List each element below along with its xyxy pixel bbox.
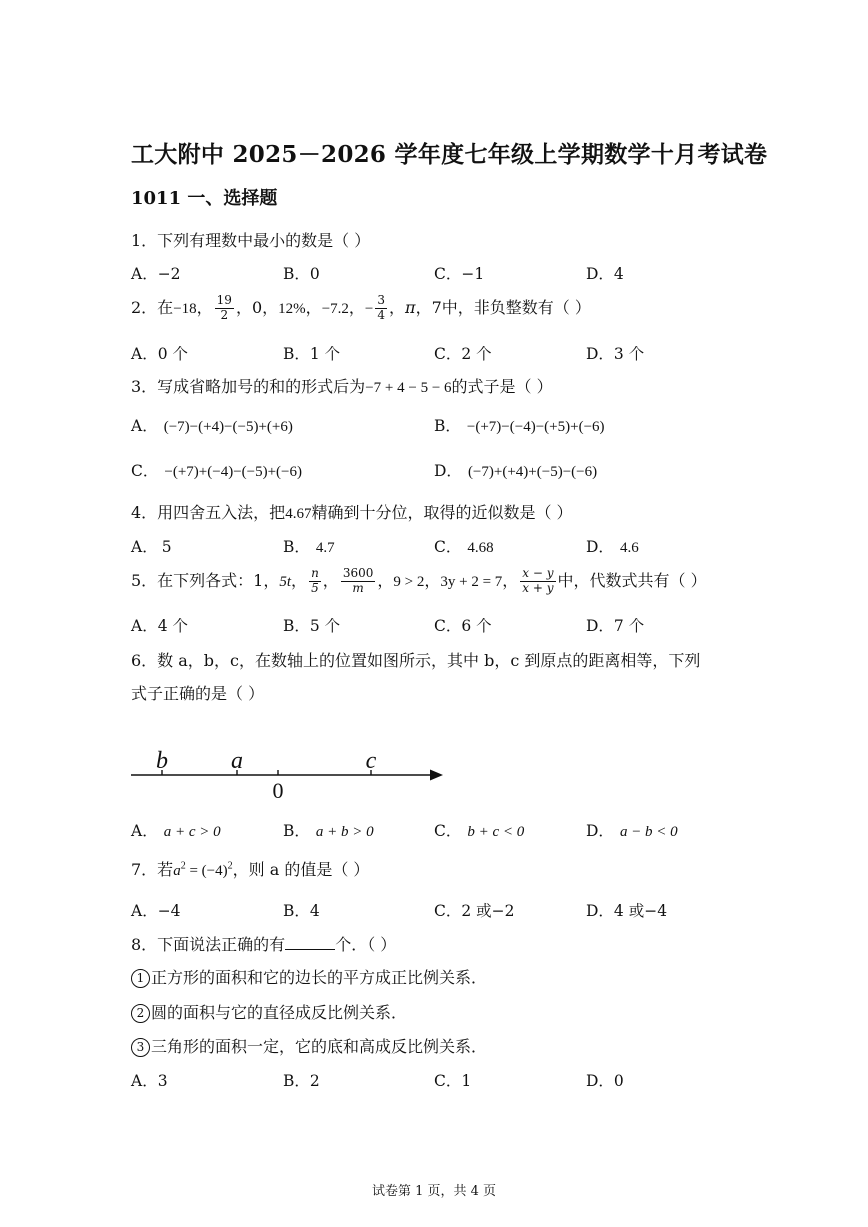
number-line-arrowhead: [430, 770, 443, 781]
q6-option-d[interactable]: D． a − b < 0: [586, 822, 678, 840]
label-origin: 0: [272, 778, 284, 803]
q8-statement-2: 2 圆的面积与它的直径成反比例关系．: [131, 1000, 407, 1023]
section-heading: 1011 一、选择题: [131, 188, 278, 209]
question-6-stem-line1: 6．数 a，b，c，在数轴上的位置如图所示，其中 b，c 到原点的距离相等，下列: [131, 651, 701, 670]
label-c: c: [365, 748, 377, 774]
q7-option-b[interactable]: B．4: [283, 902, 320, 920]
page-footer: 试卷第 1 页，共 4 页: [371, 1184, 497, 1199]
q1-option-a[interactable]: A．−2: [131, 265, 181, 283]
q1-option-b[interactable]: B．0: [283, 265, 320, 283]
q4-option-a[interactable]: A． 5: [131, 538, 172, 556]
q2-option-b[interactable]: B．1 个: [283, 345, 341, 363]
q2-option-d[interactable]: D．3 个: [586, 345, 645, 363]
q4-option-b[interactable]: B． 4.7: [283, 538, 335, 556]
fraction-n-over-5: $\frac{n}{5}$: [311, 566, 319, 595]
q2-option-c[interactable]: C．2 个: [434, 345, 492, 363]
q7-option-a[interactable]: A．−4: [131, 902, 181, 920]
q8-statement-1: 1 正方形的面积和它的边长的平方成正比例关系．: [131, 965, 487, 988]
fraction-3-over-4: $\frac{3}{4}$: [377, 293, 386, 322]
q1-option-c[interactable]: C．−1: [434, 265, 485, 283]
label-a: a: [231, 748, 243, 774]
q3-option-c[interactable]: C． −(+7)+(−4)−(−5)+(−6): [131, 462, 303, 480]
q5-option-d[interactable]: D．7 个: [586, 617, 645, 635]
question-3-stem: 3．写成省略加号的和的形式后为−7 + 4 − 5 − 6的式子是（ ）: [131, 377, 553, 396]
q8-option-d[interactable]: D．0: [586, 1072, 624, 1090]
q8-option-b[interactable]: B．2: [283, 1072, 320, 1090]
answer-blank[interactable]: [285, 935, 335, 950]
fraction-19-over-2: $\frac{19}{2}$: [216, 293, 232, 322]
q4-option-c[interactable]: C． 4.68: [434, 538, 494, 556]
q6-option-c[interactable]: C． b + c < 0: [434, 822, 525, 840]
circled-number-1: 1: [131, 969, 150, 988]
q8-statement-3: 3 三角形的面积一定，它的底和高成反比例关系．: [131, 1034, 487, 1057]
q6-option-a[interactable]: A． a + c > 0: [131, 822, 221, 840]
question-8-stem: 8．下面说法正确的有 个．（ ）: [131, 935, 397, 954]
question-2-stem: 2．在−18， $\frac{19}{2}$ ，0，12%，−7.2，− $\frac{3}{4}$ ，π，7中，非负整数有（ ）: [131, 293, 591, 322]
q3-option-d[interactable]: D． (−7)+(+4)+(−5)−(−6): [434, 462, 598, 480]
circled-number-3: 3: [131, 1038, 150, 1057]
q3-option-a[interactable]: A． (−7)−(+4)−(−5)+(+6): [131, 417, 293, 435]
fraction-3600-over-m: $\frac{3600}{m}$: [342, 566, 374, 595]
question-6-stem-line2: 式子正确的是（ ）: [131, 684, 265, 703]
q5-option-b[interactable]: B．5 个: [283, 617, 341, 635]
exam-title: 工大附中 2025－2026 学年度七年级上学期数学十月考试卷: [131, 141, 768, 168]
q7-option-d[interactable]: D．4 或−4: [586, 902, 668, 920]
q8-option-a[interactable]: A．3: [131, 1072, 168, 1090]
q2-option-a[interactable]: A．0 个: [131, 345, 188, 363]
q7-option-c[interactable]: C．2 或−2: [434, 902, 515, 920]
question-7-stem: 7．若$a^2 = (-4)^2$，则 a 的值是（ ）: [131, 860, 370, 879]
circled-number-2: 2: [131, 1004, 150, 1023]
question-1-stem: 1．下列有理数中最小的数是（ ）: [131, 231, 371, 250]
question-4-stem: 4．用四舍五入法，把4.67精确到十分位，取得的近似数是（ ）: [131, 503, 573, 522]
q4-option-d[interactable]: D． 4.6: [586, 538, 639, 556]
q3-option-b[interactable]: B． −(+7)−(−4)−(+5)+(−6): [434, 417, 605, 435]
q6-option-b[interactable]: B． a + b > 0: [283, 822, 374, 840]
question-5-stem: 5．在下列各式：1，5t， $\frac{n}{5}$ ， $\frac{3600}{m}$ ，9 > 2，3y + 2 = 7， $\frac{x - y}{x + y}$ 中，代数式共有（ ）: [131, 566, 707, 595]
label-b: b: [156, 748, 168, 774]
q5-option-c[interactable]: C．6 个: [434, 617, 492, 635]
q8-option-c[interactable]: C．1: [434, 1072, 472, 1090]
q1-option-d[interactable]: D．4: [586, 265, 624, 283]
fraction-x-minus-y-over-x-plus-y: $\frac{x - y}{x + y}$: [522, 566, 554, 595]
q5-option-a[interactable]: A．4 个: [131, 617, 188, 635]
